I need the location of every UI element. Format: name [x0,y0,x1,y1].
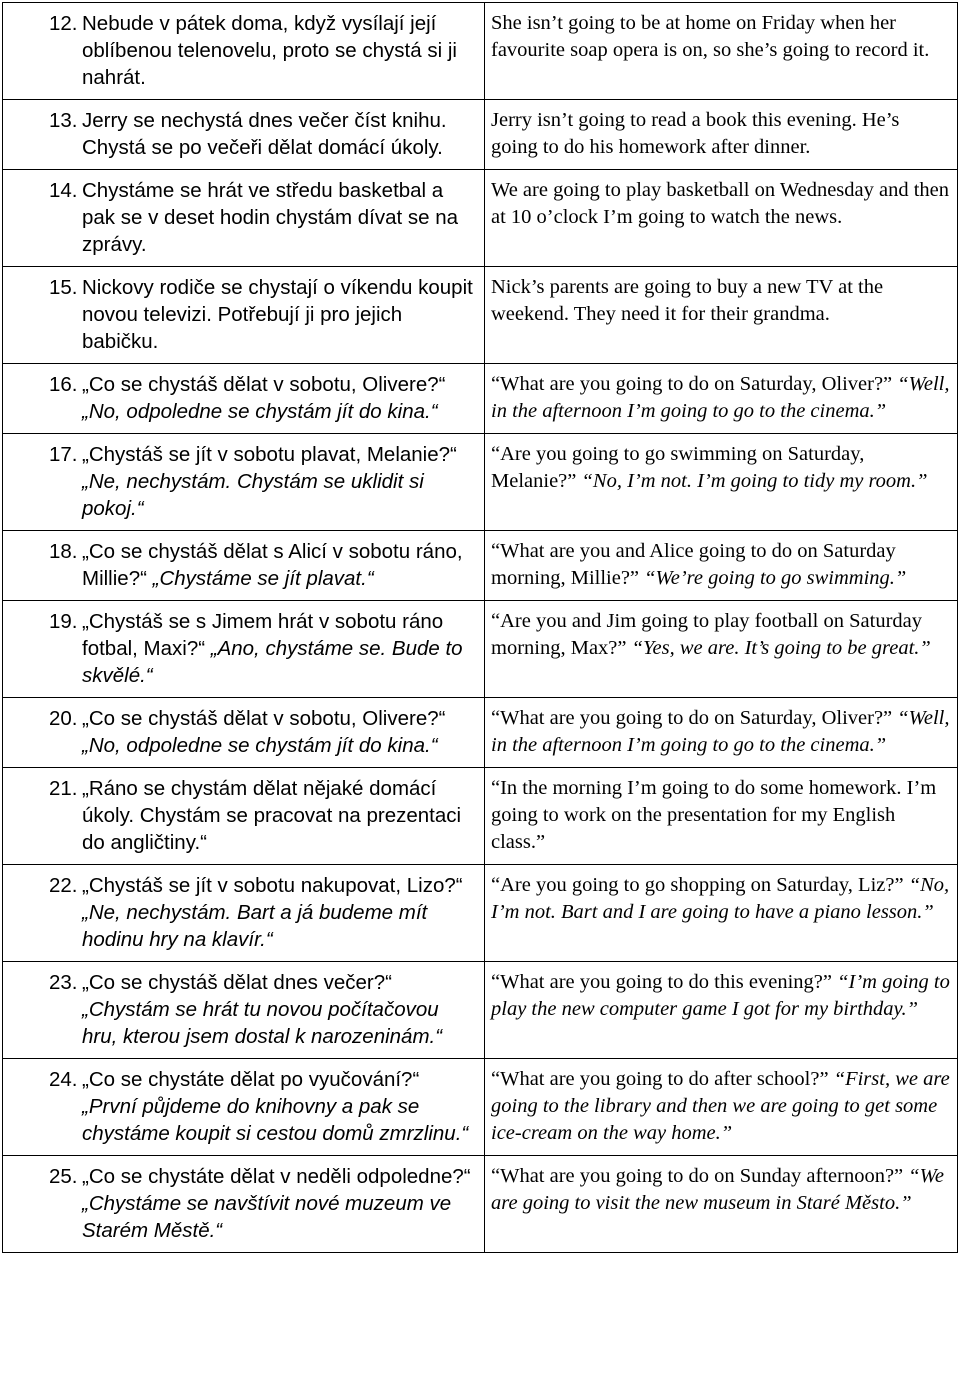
czech-cell [3,601,485,698]
english-reply: “No, I’m not. Bart and I are going to have a piano lesson.” [491,874,950,923]
czech-sentence: „Co se chystáš dělat s Alicí v sobotu ráno, Millie?“ [82,540,463,590]
item-number: 19. [49,610,78,633]
czech-text [82,538,478,592]
english-sentence: “Are you and Jim going to play football on Saturday morning, Max?” [491,610,922,659]
english-reply: “I’m going to play the new computer game I got for my birthday.” [491,971,950,1020]
table-row [3,698,958,768]
czech-cell [3,531,485,601]
english-sentence: “What are you going to do on Saturday, Oliver?” [491,707,898,729]
czech-sentence: „Chystáš se jít v sobotu plavat, Melanie?“ [82,443,457,466]
table-row [3,3,958,100]
list-item [9,274,478,355]
czech-text [82,274,478,355]
table-row [3,364,958,434]
czech-reply: „Chystáme se navštívit nové muzeum ve Starém Městě.“ [82,1192,452,1242]
czech-reply: „Ne, nechystám. Chystám se uklidit si pokoj.“ [82,470,424,520]
czech-sentence: „Co se chystáte dělat v neděli odpoledne?“ [82,1165,471,1188]
table-row [3,1059,958,1156]
item-number: 15. [49,276,78,299]
english-sentence: “What are you going to do after school?” [491,1068,834,1090]
czech-text [82,177,478,258]
czech-text [82,608,478,689]
table-row [3,100,958,170]
english-reply: “Well, in the afternoon I’m going to go to the cinema.” [491,373,950,422]
czech-sentence: Chystáme se hrát ve středu basketbal a pak se v deset hodin chystám dívat se na zprávy. [82,179,459,256]
english-sentence: “Are you going to go shopping on Saturday, Liz?” [491,874,909,896]
english-cell [485,267,958,364]
czech-cell [3,434,485,531]
english-cell [485,962,958,1059]
english-reply: “No, I’m not. I’m going to tidy my room.” [581,470,928,492]
czech-text [82,371,478,425]
czech-sentence: „Chystáš se s Jimem hrát v sobotu ráno fotbal, Maxi?“ [82,610,444,660]
english-cell [485,768,958,865]
item-number: 16. [49,373,78,396]
czech-text [82,1163,478,1244]
czech-sentence: Nebude v pátek doma, když vysílají její oblíbenou telenovelu, proto se chystá si ji nahrát. [82,12,457,89]
czech-sentence: Jerry se nechystá dnes večer číst knihu. Chystá se po večeři dělat domácí úkoly. [82,109,447,159]
czech-sentence: „Co se chystáš dělat dnes večer?“ [82,971,392,994]
czech-text [82,775,478,856]
czech-text [82,107,478,161]
english-sentence: “What are you going to do on Sunday afternoon?” [491,1165,909,1187]
table-row [3,962,958,1059]
english-reply: “Well, in the afternoon I’m going to go to the cinema.” [491,707,950,756]
english-reply: “We are going to visit the new museum in Staré Město.” [491,1165,944,1214]
list-item [9,441,478,522]
czech-sentence: „Co se chystáš dělat v sobotu, Olivere?“ [82,707,446,730]
english-cell [485,601,958,698]
list-item [9,969,478,1050]
czech-reply: „No, odpoledne se chystám jít do kina.“ [82,400,438,423]
table-row [3,170,958,267]
table-row [3,267,958,364]
czech-cell [3,100,485,170]
czech-cell [3,267,485,364]
english-cell [485,865,958,962]
english-sentence: “What are you going to do on Saturday, Oliver?” [491,373,898,395]
list-item [9,10,478,91]
table-row [3,531,958,601]
list-item [9,1163,478,1244]
english-sentence: She isn’t going to be at home on Friday when her favourite soap opera is on, so she’s going to record it. [491,12,930,61]
english-cell [485,531,958,601]
czech-text [82,10,478,91]
list-item [9,872,478,953]
czech-reply: „Chystáme se jít plavat.“ [152,567,374,590]
english-reply: “First, we are going to the library and then we are going to get some ice-cream on the way home.” [491,1068,950,1144]
list-item [9,608,478,689]
czech-sentence: Nickovy rodiče se chystají o víkendu koupit novou televizi. Potřebují ji pro jejich babičku. [82,276,473,353]
english-cell [485,3,958,100]
item-number: 20. [49,707,78,730]
english-reply: “Yes, we are. It’s going to be great.” [631,637,931,659]
english-cell [485,1156,958,1253]
english-reply: “We’re going to go swimming.” [644,567,907,589]
czech-cell [3,364,485,434]
item-number: 23. [49,971,78,994]
list-item [9,371,478,425]
english-cell [485,364,958,434]
item-number: 25. [49,1165,78,1188]
table-row [3,1156,958,1253]
czech-sentence: „Chystáš se jít v sobotu nakupovat, Lizo?“ [82,874,463,897]
czech-reply: „Chystám se hrát tu novou počítačovou hru, kterou jsem dostal k narozeninám.“ [82,998,443,1048]
english-sentence: “What are you going to do this evening?” [491,971,838,993]
table-row [3,865,958,962]
czech-text [82,969,478,1050]
item-number: 24. [49,1068,78,1091]
table-row [3,434,958,531]
czech-sentence: „Ráno se chystám dělat nějaké domácí úkoly. Chystám se pracovat na prezentaci do angličtiny.“ [82,777,462,854]
english-cell [485,434,958,531]
list-item [9,107,478,161]
czech-reply: „Ne, nechystám. Bart a já budeme mít hodinu hry na klavír.“ [82,901,428,951]
item-number: 22. [49,874,78,897]
list-item [9,177,478,258]
table-row [3,768,958,865]
list-item [9,775,478,856]
item-number: 12. [49,12,78,35]
english-sentence: “What are you and Alice going to do on Saturday morning, Millie?” [491,540,896,589]
czech-cell [3,3,485,100]
english-sentence: “In the morning I’m going to do some homework. I’m going to work on the presentation for my English class.” [491,777,937,853]
list-item [9,538,478,592]
item-number: 18. [49,540,78,563]
czech-cell [3,768,485,865]
translation-table [2,2,958,1253]
table-row [3,601,958,698]
list-item [9,1066,478,1147]
czech-cell [3,1156,485,1253]
english-sentence: Jerry isn’t going to read a book this evening. He’s going to do his homework after dinner. [491,109,900,158]
english-sentence: Nick’s parents are going to buy a new TV at the weekend. They need it for their grandma. [491,276,884,325]
czech-reply: „První půjdeme do knihovny a pak se chystáme koupit si cestou domů zmrzlinu.“ [82,1095,469,1145]
czech-reply: „Ano, chystáme se. Bude to skvělé.“ [82,637,463,687]
english-cell [485,1059,958,1156]
english-sentence: We are going to play basketball on Wednesday and then at 10 o’clock I’m going to watch the news. [491,179,950,228]
czech-text [82,872,478,953]
english-cell [485,100,958,170]
czech-cell [3,1059,485,1156]
english-cell [485,698,958,768]
czech-cell [3,865,485,962]
czech-cell [3,170,485,267]
item-number: 17. [49,443,78,466]
czech-sentence: „Co se chystáš dělat v sobotu, Olivere?“ [82,373,446,396]
list-item [9,705,478,759]
item-number: 14. [49,179,78,202]
czech-reply: „No, odpoledne se chystám jít do kina.“ [82,734,438,757]
czech-text [82,705,478,759]
english-sentence: “Are you going to go swimming on Saturday, Melanie?” [491,443,865,492]
czech-cell [3,698,485,768]
item-number: 13. [49,109,78,132]
czech-text [82,1066,478,1147]
czech-sentence: „Co se chystáte dělat po vyučování?“ [82,1068,420,1091]
english-cell [485,170,958,267]
table-body [3,3,958,1253]
czech-text [82,441,478,522]
item-number: 21. [49,777,78,800]
czech-cell [3,962,485,1059]
